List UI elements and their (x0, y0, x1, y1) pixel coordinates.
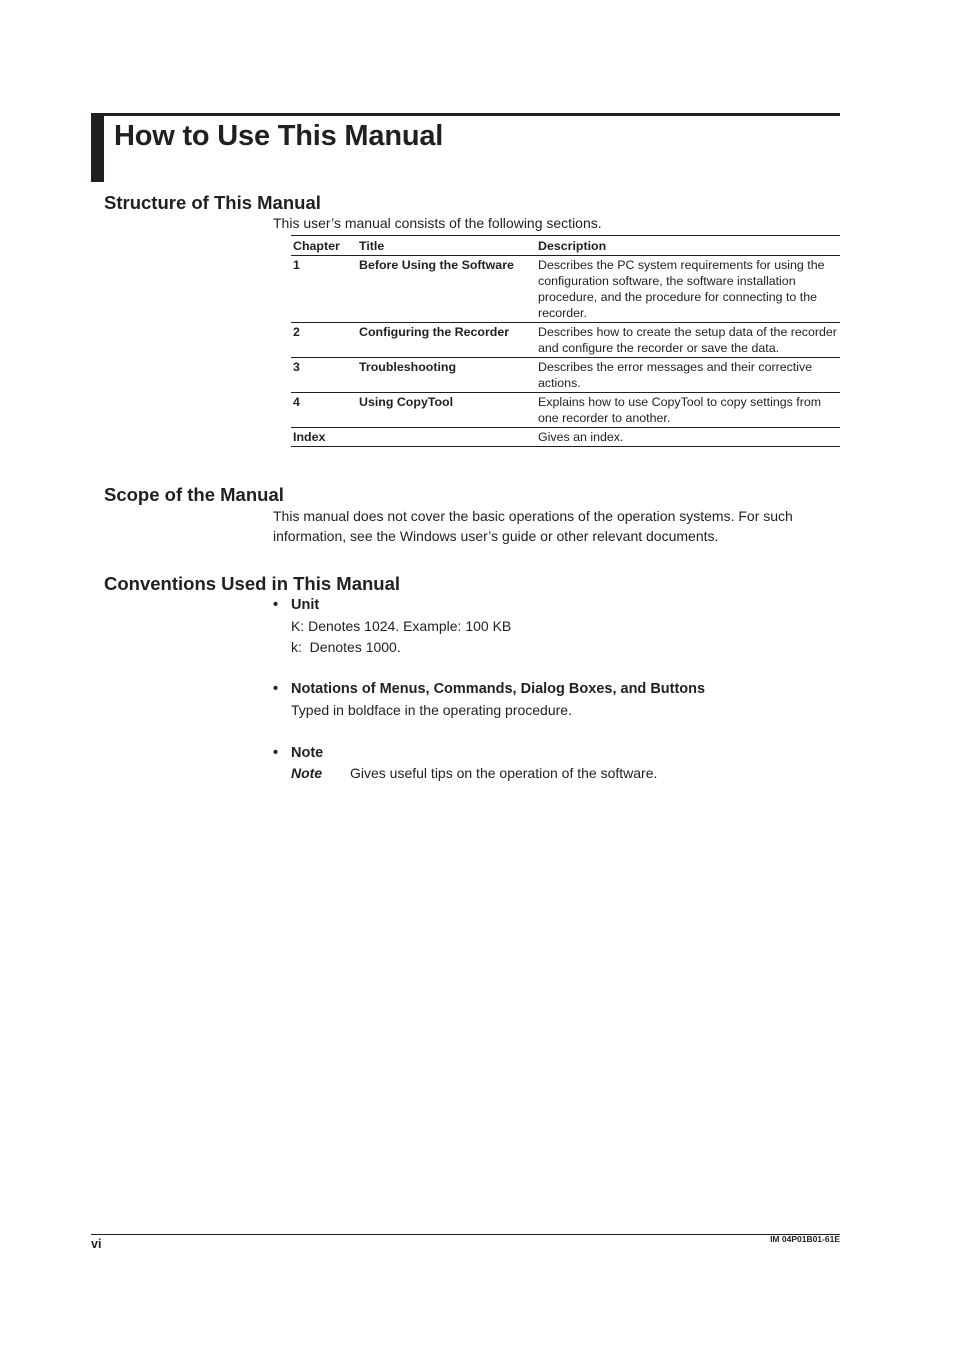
row-description: Describes the error messages and their corrective actions. (538, 360, 813, 390)
page-title: How to Use This Manual (114, 120, 444, 152)
header-title: Title (359, 239, 385, 253)
unit-line-1: K: Denotes 1024. Example: 100 KB (291, 618, 512, 634)
note-bullet (273, 745, 323, 761)
bullet-symbol: • (273, 681, 279, 697)
row-title: Using CopyTool (359, 395, 454, 409)
unit-label: Unit (291, 597, 320, 613)
row-chapter: Index (293, 430, 326, 444)
conventions-heading: Conventions Used in This Manual (104, 573, 401, 594)
structure-heading: Structure of This Manual (104, 192, 321, 213)
page-number: vi (91, 1237, 102, 1251)
notations-bullet (273, 681, 705, 697)
note-text: Gives useful tips on the operation of the software. (350, 765, 658, 781)
unit-line-2: k: Denotes 1000. (291, 639, 401, 655)
row-chapter: 2 (293, 325, 300, 339)
row-chapter: 3 (293, 360, 300, 374)
note-label: Note (291, 745, 324, 761)
document-code: IM 04P01B01-61E (770, 1234, 840, 1244)
table-row (291, 393, 840, 428)
table-row (291, 323, 840, 358)
notations-label: Notations of Menus, Commands, Dialog Boxes, and Buttons (291, 681, 706, 697)
row-chapter: 4 (293, 395, 300, 409)
row-description: Explains how to use CopyTool to copy settings from one recorder to another. (538, 395, 822, 425)
row-chapter: 1 (293, 258, 300, 272)
table-row (291, 358, 840, 393)
title-top-rule (104, 113, 840, 116)
row-title: Troubleshooting (359, 360, 457, 374)
header-chapter: Chapter (293, 239, 340, 253)
row-title: Configuring the Recorder (359, 325, 510, 339)
structure-table (291, 235, 840, 447)
row-title (357, 428, 536, 447)
row-title: Before Using the Software (359, 258, 514, 272)
header-description: Description (538, 239, 607, 253)
table-row (291, 428, 840, 447)
note-term: Note (291, 765, 323, 781)
bullet-symbol: • (273, 597, 279, 613)
unit-bullet (273, 597, 319, 613)
bullet-symbol: • (273, 745, 279, 761)
structure-intro: This user’s manual consists of the following sections. (273, 215, 602, 231)
notations-text: Typed in boldface in the operating procedure. (291, 702, 572, 718)
table-header-row (291, 236, 840, 256)
note-row (291, 763, 657, 784)
table-row (291, 256, 840, 323)
row-description: Describes the PC system requirements for using the configuration software, the software installation procedure, and the procedure for connecting to the recorder. (538, 258, 825, 320)
row-description: Gives an index. (538, 430, 624, 444)
scope-heading: Scope of the Manual (104, 484, 284, 505)
title-accent-bar (91, 113, 104, 182)
footer-rule (91, 1234, 840, 1235)
row-description: Describes how to create the setup data of the recorder and configure the recorder or save the data. (538, 325, 837, 355)
scope-text: This manual does not cover the basic operations of the operation systems. For such information, see the Windows user’s guide or other relevant documents. (273, 508, 793, 544)
